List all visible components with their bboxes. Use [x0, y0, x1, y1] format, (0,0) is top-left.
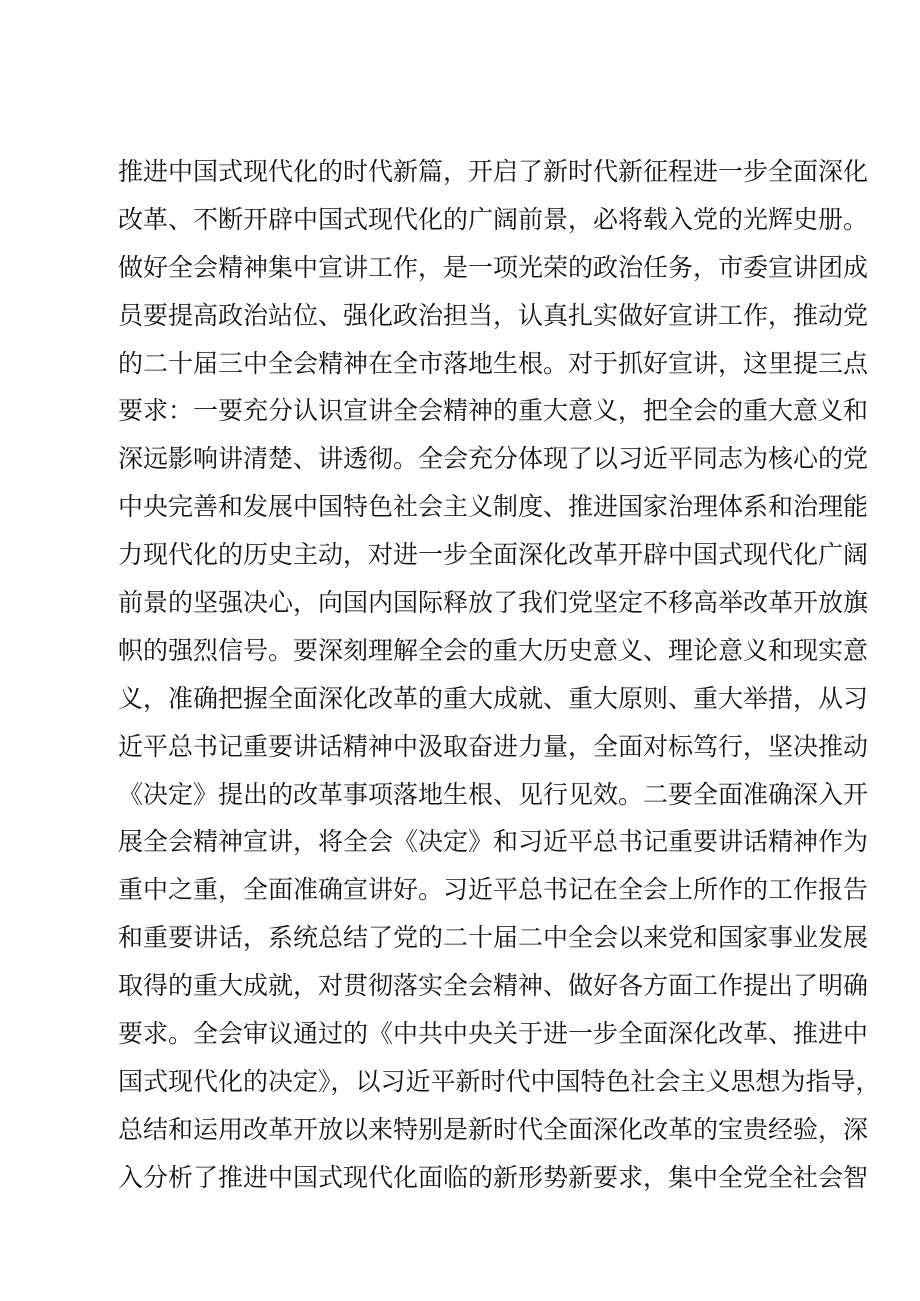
text-line: 义，准确把握全面深化改革的重大成就、重大原则、重大举措，从习 [118, 683, 869, 713]
text-line: 改革、不断开辟中国式现代化的广阔前景，必将载入党的光辉史册。 [118, 204, 869, 234]
text-line: 员要提高政治站位、强化政治担当，认真扎实做好宣讲工作，推动党 [118, 300, 869, 330]
text-line: 帜的强烈信号。要深刻理解全会的重大历史意义、理论意义和现实意 [118, 635, 869, 665]
text-line: 力现代化的历史主动，对进一步全面深化改革开辟中国式现代化广阔 [118, 540, 869, 570]
text-line: 做好全会精神集中宣讲工作，是一项光荣的政治任务，市委宣讲团成 [118, 252, 869, 282]
text-line: 取得的重大成就，对贯彻落实全会精神、做好各方面工作提出了明确 [118, 971, 869, 1001]
text-line: 深远影响讲清楚、讲透彻。全会充分体现了以习近平同志为核心的党 [118, 444, 869, 474]
text-line: 前景的坚强决心，向国内国际释放了我们党坚定不移高举改革开放旗 [118, 588, 869, 618]
text-line: 展全会精神宣讲，将全会《决定》和习近平总书记重要讲话精神作为 [118, 827, 869, 857]
text-line: 入分析了推进中国式现代化面临的新形势新要求，集中全党全社会智 [118, 1162, 869, 1192]
text-line: 总结和运用改革开放以来特别是新时代全面深化改革的宝贵经验，深 [118, 1114, 869, 1144]
text-line: 要求。全会审议通过的《中共中央关于进一步全面深化改革、推进中 [118, 1019, 869, 1049]
text-line: 和重要讲话，系统总结了党的二十届二中全会以来党和国家事业发展 [118, 923, 869, 953]
text-line: 要求：一要充分认识宣讲全会精神的重大意义，把全会的重大意义和 [118, 396, 869, 426]
text-line: 国式现代化的决定》，以习近平新时代中国特色社会主义思想为指导， [118, 1066, 881, 1096]
text-line: 的二十届三中全会精神在全市落地生根。对于抓好宣讲，这里提三点 [118, 348, 869, 378]
text-line: 中央完善和发展中国特色社会主义制度、推进国家治理体系和治理能 [118, 492, 869, 522]
text-line: 重中之重，全面准确宣讲好。习近平总书记在全会上所作的工作报告 [118, 875, 869, 905]
text-line: 推进中国式现代化的时代新篇，开启了新时代新征程进一步全面深化 [118, 157, 869, 186]
body-paragraph [118, 148, 881, 1202]
text-line: 近平总书记重要讲话精神中汲取奋进力量，全面对标笃行，坚决推动 [118, 731, 869, 761]
text-line: 《决定》提出的改革事项落地生根、见行见效。二要全面准确深入开 [118, 779, 869, 809]
